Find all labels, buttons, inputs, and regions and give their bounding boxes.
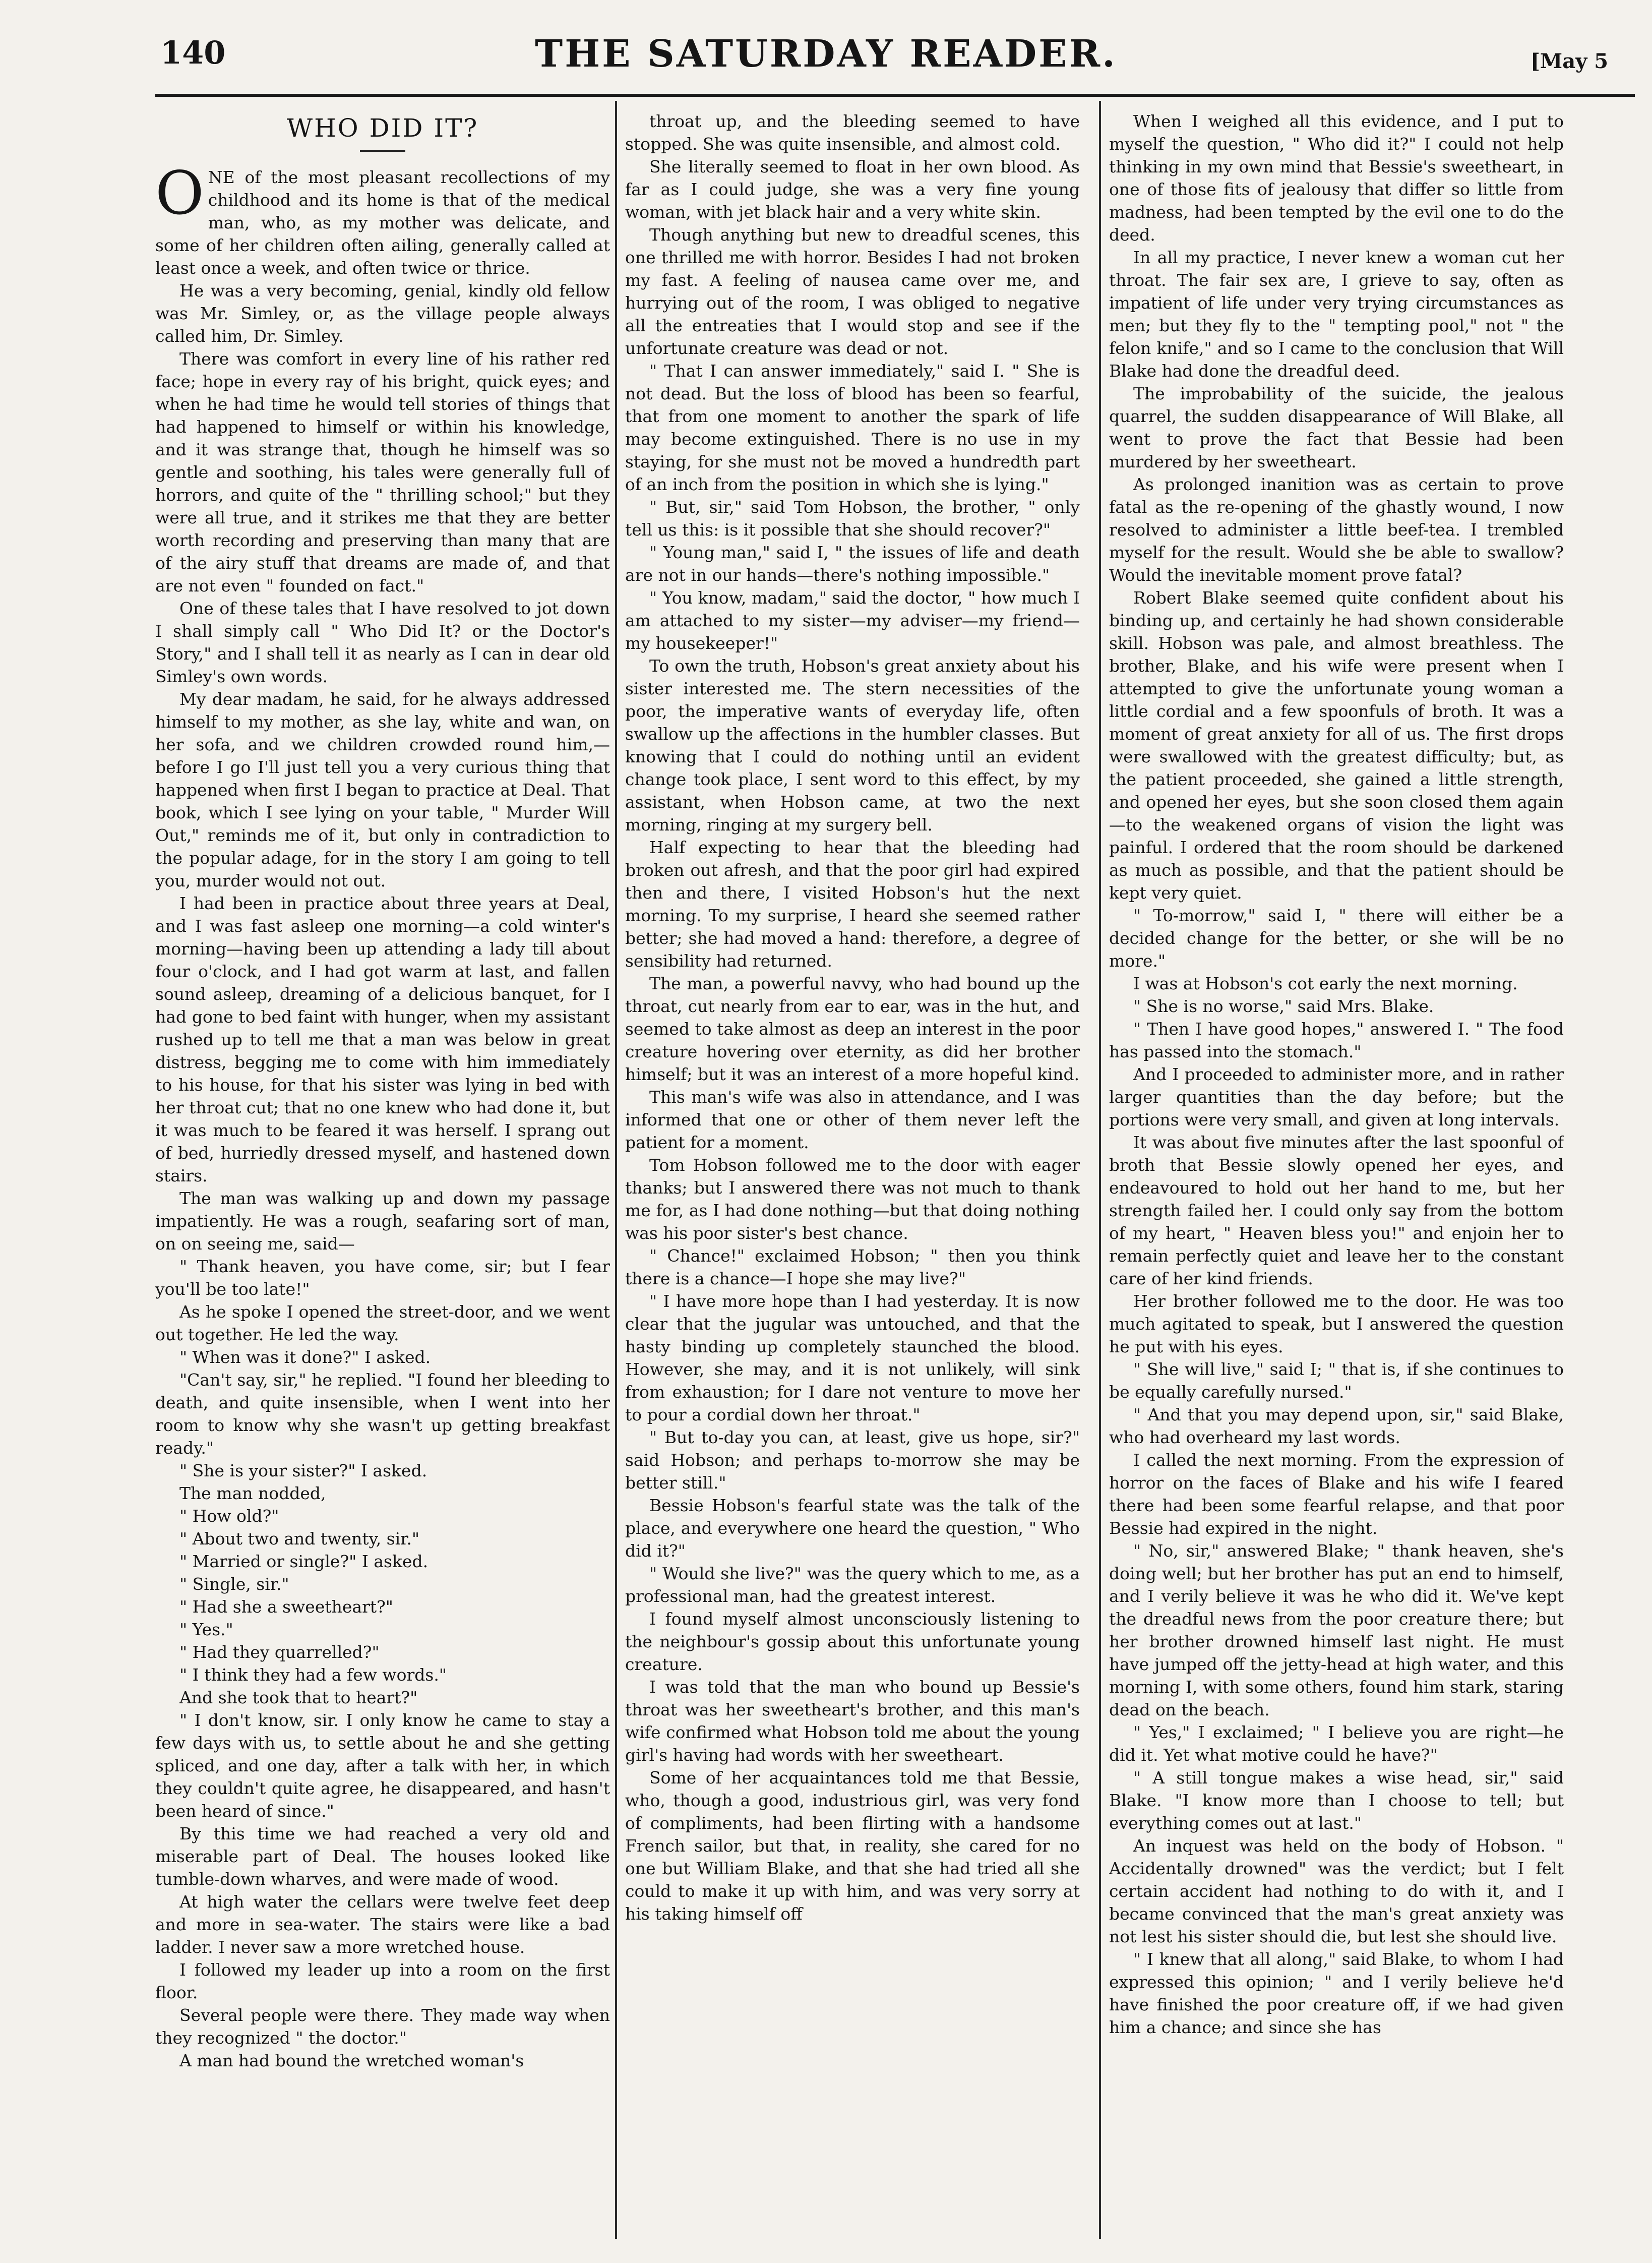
- paragraph: throat up, and the bleeding seemed to have stopped. She was quite insensible, and almost cold.: [625, 111, 1080, 154]
- paragraph: " But to-day you can, at least, give us hope, sir?" said Hobson; and perhaps to-morrow she may be better still.": [625, 1427, 1080, 1493]
- paragraph: I followed my leader up into a room on the first floor.: [155, 1960, 610, 2002]
- paragraph: Several people were there. They made way when they recognized " the doctor.": [155, 2005, 610, 2048]
- paragraph: " She is your sister?" I asked.: [179, 1461, 427, 1480]
- paragraph: " Chance!" exclaimed Hobson; " then you think there is a chance—I hope she may live?": [625, 1246, 1080, 1288]
- paragraph: " I think they had a few words.": [179, 1665, 447, 1685]
- masthead: THE SATURDAY READER.: [535, 32, 1117, 76]
- paragraph: Bessie Hobson's fearful state was the talk of the place, and everywhere one heard the question, " Who did it?": [625, 1496, 1080, 1561]
- paragraph: " Had she a sweetheart?": [179, 1597, 393, 1617]
- paragraph: " You know, madam," said the doctor, " how much I am attached to my sister—my adviser—my friend—my housekeeper!": [625, 588, 1080, 653]
- paragraph: At high water the cellars were twelve feet deep and more in sea-water. The stairs were like a bad ladder. I never saw a more wretched house.: [155, 1892, 610, 1957]
- column-divider: [615, 101, 617, 2239]
- paragraph: And I proceeded to administer more, and in rather larger quantities than the day before; but the portions were very small, and given at long intervals.: [1109, 1064, 1564, 1129]
- paragraph: I had been in practice about three years at Deal, and I was fast asleep one morning—a cold winter's morning—having been up attending a lady till about four o'clock, and I had got warm at last, and fallen sound asleep, dreaming of a delicious banquet, for I had gone to bed faint with hunger, when my assistant rushed up to tell me that a man was below in great distress, begging me to come with him immediately to his house, for that his sister was lying in bed with her throat cut; that no one knew who had done it, but it was much to be feared it was herself. I sprang out of bed, hurriedly dressed myself, and hastened down stairs.: [155, 894, 610, 1185]
- paragraph: " Single, sir.": [179, 1574, 289, 1594]
- title-rule: [360, 150, 405, 152]
- paragraph: " Married or single?" I asked.: [179, 1552, 429, 1571]
- paragraph: I was told that the man who bound up Bessie's throat was her sweetheart's brother, and this man's wife confirmed what Hobson told me about the young girl's having had words with her sweetheart.: [625, 1677, 1080, 1765]
- paragraph: Some of her acquaintances told me that Bessie, who, though a good, industrious girl, was very fond of compliments, had been flirting with a handsome French sailor, but that, in reality, she cared for no one but William Blake, and that she had tried all she could to make it up with him, and was very sorry at his taking himself off: [625, 1768, 1080, 1924]
- page-header: [0, 0, 1652, 101]
- paragraph: " But, sir," said Tom Hobson, the brother, " only tell us this: is it possible that she should recover?": [625, 497, 1080, 540]
- paragraph: " About two and twenty, sir.": [179, 1529, 420, 1549]
- article-column-2: [625, 110, 1080, 2243]
- paragraph: There was comfort in every line of his rather red face; hope in every ray of his bright, quick eyes; and when he had time he would tell stories of things that had happened to himself or within his knowledge, and it was strange that, though he himself was so gentle and soothing, his tales were generally full of horrors, and quite of the " thrilling school;" but they were all true, and it strikes me that they are better worth recording and preserving than many that are of the airy stuff that dreams are made of, and that are not even " founded on fact.": [155, 349, 610, 595]
- paragraph: An inquest was held on the body of Hobson. " Accidentally drowned" was the verdict; but I felt certain accident had nothing to do with it, and I became convinced that the man's great anxiety was not lest his sister should die, but lest she should live.: [1109, 1836, 1564, 1946]
- paragraph: A man had bound the wretched woman's: [179, 2051, 524, 2070]
- paragraph: " A still tongue makes a wise head, sir," said Blake. "I know more than I choose to tell; but everything comes out at last.": [1109, 1768, 1564, 1833]
- paragraph: " Then I have good hopes," answered I. " The food has passed into the stomach.": [1109, 1019, 1564, 1061]
- paragraph: " I don't know, sir. I only know he came to stay a few days with us, to settle about he and she getting spliced, and one day, after a talk with her, in which they couldn't quite agree, he disappeared, and hasn't been heard of since.": [155, 1710, 610, 1821]
- paragraph: " Yes.": [179, 1620, 233, 1639]
- paragraph: " To-morrow," said I, " there will either be a decided change for the better, or she will be no more.": [1109, 906, 1564, 971]
- paragraph: He was a very becoming, genial, kindly old fellow was Mr. Simley, or, as the village people always called him, Dr. Simley.: [155, 281, 610, 346]
- paragraph: The man, a powerful navvy, who had bound up the throat, cut nearly from ear to ear, was in the hut, and seemed to take almost as deep an interest in the poor creature hovering over eternity, as did her brother himself; but it was an interest of a more hopeful kind.: [625, 974, 1080, 1084]
- paragraph: " Young man," said I, " the issues of life and death are not in our hands—there's nothing impossible.": [625, 543, 1080, 585]
- paragraph: One of these tales that I have resolved to jot down I shall simply call " Who Did It? or the Doctor's Story," and I shall tell it as nearly as I can in dear old Simley's own words.: [155, 599, 610, 686]
- paragraph: Tom Hobson followed me to the door with eager thanks; but I answered there was not much to thank me for, as I had done nothing—but that doing nothing was his poor sister's best chance.: [625, 1155, 1080, 1243]
- paragraph: " Yes," I exclaimed; " I believe you are right—he did it. Yet what motive could he have?": [1109, 1722, 1564, 1765]
- paragraph: " She is no worse," said Mrs. Blake.: [1133, 996, 1434, 1016]
- paragraph: And she took that to heart?": [179, 1688, 418, 1707]
- drop-cap: O: [155, 158, 204, 228]
- paragraph: " She will live," said I; " that is, if she continues to be equally carefully nursed.": [1109, 1359, 1564, 1402]
- article-column-1: [155, 110, 610, 2243]
- paragraph: " No, sir," answered Blake; " thank heaven, she's doing well; but her brother has put an end to himself, and I verily believe it was he who did it. We've kept the dreadful news from the poor creature there; but her brother drowned himself last night. He must have jumped off the jetty-head at high water, and this morning I, with some others, found him stark, staring dead on the beach.: [1109, 1541, 1564, 1719]
- paragraph: The man was walking up and down my passage impatiently. He was a rough, seafaring sort of man, on on seeing me, said—: [155, 1188, 610, 1254]
- paragraph: In all my practice, I never knew a woman cut her throat. The fair sex are, I grieve to say, often as impatient of life under very trying circumstances as men; but they fly to the " tempting pool," not " the felon knife," and so I came to the conclusion that Will Blake had done the dreadful deed.: [1109, 248, 1564, 381]
- paragraph: I was at Hobson's cot early the next morning.: [1133, 974, 1518, 993]
- paragraph: " Would she live?" was the query which to me, as a professional man, had the greatest interest.: [625, 1564, 1080, 1606]
- paragraph: " I have more hope than I had yesterday. It is now clear that the jugular was untouched, and that the hasty binding up completely staunched the blood. However, she may, and it is not unlikely, will sink from exhaustion; for I dare not venture to move her to pour a cordial down her throat.": [625, 1291, 1080, 1424]
- paragraph: My dear madam, he said, for he always addressed himself to my mother, as she lay, white and wan, on her sofa, and we children crowded round him,—before I go I'll just tell you a very curious thing that happened when first I began to practice at Deal. That book, which I see lying on your table, " Murder Will Out," reminds me of it, but only in contradiction to the popular adage, for in the story I am going to tell you, murder would not out.: [155, 689, 610, 890]
- paragraph: Her brother followed me to the door. He was too much agitated to speak, but I answered the question he put with his eyes.: [1109, 1291, 1564, 1356]
- paragraph: As he spoke I opened the street-door, and we went out together. He led the way.: [155, 1302, 610, 1344]
- paragraph: I found myself almost unconsciously listening to the neighbour's gossip about this unfortunate young creature.: [625, 1609, 1080, 1674]
- paragraph: By this time we had reached a very old and miserable part of Deal. The houses looked like tumble-down wharves, and were made of wood.: [155, 1824, 610, 1889]
- paragraph: [155, 158, 610, 279]
- article-column-3: [1109, 110, 1564, 2243]
- issue-date: [May 5: [1531, 49, 1609, 73]
- paragraph: " When was it done?" I asked.: [179, 1347, 431, 1367]
- paragraph: I called the next morning. From the expression of horror on the faces of Blake and his wife I feared there had been some fearful relapse, and that poor Bessie had expired in the night.: [1109, 1450, 1564, 1538]
- column-divider: [1099, 101, 1101, 2239]
- paragraph: Though anything but new to dreadful scenes, this one thrilled me with horror. Besides I had not broken my fast. A feeling of nausea came over me, and hurrying out of the room, I was obliged to negative all the entreaties that I would stop and see if the unfortunate creature was dead or not.: [625, 225, 1080, 358]
- paragraph: "Can't say, sir," he replied. "I found her bleeding to death, and quite insensible, when I went into her room to know why she wasn't up getting breakfast ready.": [155, 1370, 610, 1458]
- paragraph: " I knew that all along," said Blake, to whom I had expressed this opinion; " and I verily believe he'd have finished the poor creature off, if we had given him a chance; and since she has: [1109, 1949, 1564, 2037]
- paragraph: As prolonged inanition was as certain to prove fatal as the re-opening of the ghastly wound, I now resolved to administer a little beef-tea. I trembled myself for the result. Would she be able to swallow? Would the inevitable moment prove fatal?: [1109, 474, 1564, 585]
- paragraph: " How old?": [179, 1506, 279, 1526]
- paragraph: " Thank heaven, you have come, sir; but I fear you'll be too late!": [155, 1257, 610, 1299]
- paragraph: When I weighed all this evidence, and I put to myself the question, " Who did it?" I could not help thinking in my own mind that Bessie's sweetheart, in one of those fits of jealousy that differ so little from madness, had been tempted by the evil one to do the deed.: [1109, 111, 1564, 245]
- paragraph: " And that you may depend upon, sir," said Blake, who had overheard my last words.: [1109, 1405, 1564, 1447]
- paragraph: " Had they quarrelled?": [179, 1642, 380, 1662]
- header-rule: [155, 94, 1635, 97]
- paragraph: It was about five minutes after the last spoonful of broth that Bessie slowly opened her eyes, and endeavoured to hold out her hand to me, but her strength failed her. I could only say from the bottom of my heart, " Heaven bless you!" and enjoin her to remain perfectly quiet and leave her to the constant care of her kind friends.: [1109, 1133, 1564, 1288]
- paragraph: The man nodded,: [179, 1483, 326, 1503]
- story-title: WHO DID IT?: [286, 113, 479, 143]
- paragraph: " That I can answer immediately," said I. " She is not dead. But the loss of blood has been so fearful, that from one moment to another the spark of life may become extinguished. There is no use in my staying, for she must not be moved a hundredth part of an inch from the position in which she is lying.": [625, 361, 1080, 494]
- paragraph: Robert Blake seemed quite confident about his binding up, and certainly he had shown considerable skill. Hobson was pale, and almost breathless. The brother, Blake, and his wife were present when I attempted to give the unfortunate young woman a little cordial and a few spoonfuls of broth. It was a moment of great anxiety for all of us. The first drops were swallowed with the greatest difficulty; but, as the patient proceeded, she gained a little strength, and opened her eyes, but she soon closed them again—to the weakened organs of vision the light was painful. I ordered that the room should be darkened as much as possible, and that the patient should be kept very quiet.: [1109, 588, 1564, 903]
- page-number: 140: [160, 34, 226, 71]
- paragraph: She literally seemed to float in her own blood. As far as I could judge, she was a very fine young woman, with jet black hair and a very white skin.: [625, 157, 1080, 222]
- paragraph: The improbability of the suicide, the jealous quarrel, the sudden disappearance of Will Blake, all went to prove the fact that Bessie had been murdered by her sweetheart.: [1109, 384, 1564, 471]
- paragraph-text: NE of the most pleasant recollections of my childhood and its home is that of the medical man, who, as my mother was delicate, and some of her children often ailing, generally called at least once a week, and often twice or thrice.: [155, 167, 610, 278]
- paragraph: This man's wife was also in attendance, and I was informed that one or other of them never left the patient for a moment.: [625, 1087, 1080, 1152]
- paragraph: To own the truth, Hobson's great anxiety about his sister interested me. The stern necessities of the poor, the imperative wants of everyday life, often swallow up the affections in the humbler classes. But knowing that I could do nothing until an evident change took place, I sent word to this effect, by my assistant, when Hobson came, at two the next morning, ringing at my surgery bell.: [625, 656, 1080, 835]
- paragraph: Half expecting to hear that the bleeding had broken out afresh, and that the poor girl had expired then and there, I visited Hobson's hut the next morning. To my surprise, I heard she seemed rather better; she had moved a hand: therefore, a degree of sensibility had returned.: [625, 838, 1080, 971]
